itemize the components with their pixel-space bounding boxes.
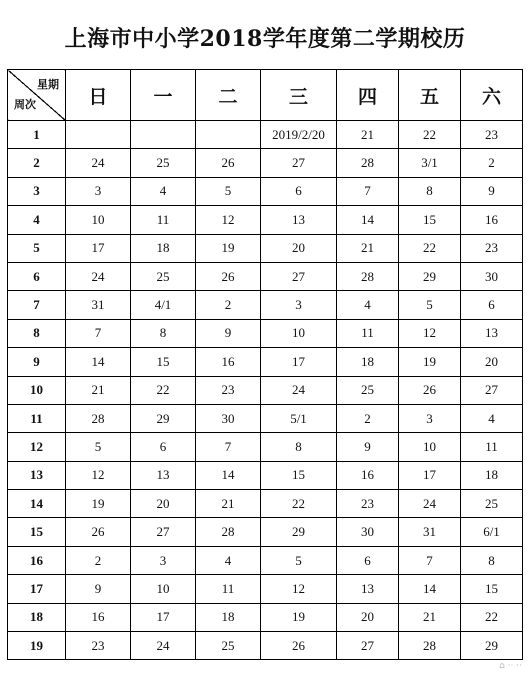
week-number-cell: 9 bbox=[8, 348, 66, 376]
calendar-table bbox=[7, 69, 523, 660]
date-cell: 25 bbox=[337, 376, 399, 404]
date-cell: 30 bbox=[461, 262, 523, 290]
date-cell: 18 bbox=[461, 461, 523, 489]
date-cell: 25 bbox=[196, 632, 261, 660]
date-cell: 9 bbox=[66, 575, 131, 603]
date-cell: 3 bbox=[131, 546, 196, 574]
date-cell bbox=[196, 121, 261, 149]
table-row bbox=[8, 376, 523, 404]
date-cell: 27 bbox=[461, 376, 523, 404]
table-row bbox=[8, 121, 523, 149]
date-cell: 25 bbox=[131, 262, 196, 290]
date-cell: 23 bbox=[461, 234, 523, 262]
table-row bbox=[8, 404, 523, 432]
date-cell: 15 bbox=[399, 206, 461, 234]
date-cell: 22 bbox=[461, 603, 523, 631]
date-cell: 18 bbox=[196, 603, 261, 631]
date-cell: 24 bbox=[66, 149, 131, 177]
week-number-cell: 13 bbox=[8, 461, 66, 489]
date-cell: 6 bbox=[261, 177, 337, 205]
day-header-sat: 六 bbox=[461, 70, 523, 121]
table-row bbox=[8, 575, 523, 603]
week-number-cell: 17 bbox=[8, 575, 66, 603]
date-cell: 6 bbox=[461, 291, 523, 319]
date-cell: 3 bbox=[261, 291, 337, 319]
week-number-cell: 16 bbox=[8, 546, 66, 574]
week-number-cell: 5 bbox=[8, 234, 66, 262]
day-header-tue: 二 bbox=[196, 70, 261, 121]
date-cell: 28 bbox=[399, 632, 461, 660]
date-cell: 21 bbox=[399, 603, 461, 631]
week-number-cell: 2 bbox=[8, 149, 66, 177]
date-cell: 8 bbox=[461, 546, 523, 574]
date-cell: 16 bbox=[196, 348, 261, 376]
week-number-cell: 1 bbox=[8, 121, 66, 149]
week-number-cell: 3 bbox=[8, 177, 66, 205]
table-row bbox=[8, 348, 523, 376]
table-row bbox=[8, 234, 523, 262]
date-cell: 30 bbox=[337, 518, 399, 546]
date-cell: 17 bbox=[66, 234, 131, 262]
date-cell: 7 bbox=[337, 177, 399, 205]
date-cell: 4/1 bbox=[131, 291, 196, 319]
date-cell: 18 bbox=[131, 234, 196, 262]
date-cell: 25 bbox=[461, 490, 523, 518]
date-cell: 23 bbox=[196, 376, 261, 404]
date-cell: 26 bbox=[196, 262, 261, 290]
table-row bbox=[8, 291, 523, 319]
date-cell: 16 bbox=[66, 603, 131, 631]
date-cell: 25 bbox=[131, 149, 196, 177]
date-cell: 27 bbox=[261, 149, 337, 177]
date-cell: 5 bbox=[66, 433, 131, 461]
date-cell: 9 bbox=[196, 319, 261, 347]
date-cell: 21 bbox=[337, 234, 399, 262]
date-cell: 13 bbox=[461, 319, 523, 347]
date-cell: 2 bbox=[196, 291, 261, 319]
date-cell: 7 bbox=[66, 319, 131, 347]
date-cell: 15 bbox=[461, 575, 523, 603]
date-cell bbox=[66, 121, 131, 149]
date-cell: 14 bbox=[66, 348, 131, 376]
day-header-fri: 五 bbox=[399, 70, 461, 121]
week-number-cell: 8 bbox=[8, 319, 66, 347]
date-cell: 27 bbox=[261, 262, 337, 290]
table-row bbox=[8, 546, 523, 574]
table-row bbox=[8, 149, 523, 177]
date-cell: 10 bbox=[66, 206, 131, 234]
date-cell: 20 bbox=[261, 234, 337, 262]
date-cell: 22 bbox=[131, 376, 196, 404]
date-cell: 31 bbox=[66, 291, 131, 319]
corner-header-cell bbox=[8, 70, 66, 121]
table-row bbox=[8, 518, 523, 546]
date-cell: 27 bbox=[337, 632, 399, 660]
date-cell: 10 bbox=[261, 319, 337, 347]
date-cell: 14 bbox=[399, 575, 461, 603]
date-cell: 28 bbox=[337, 149, 399, 177]
day-header-wed: 三 bbox=[261, 70, 337, 121]
date-cell: 24 bbox=[261, 376, 337, 404]
table-row bbox=[8, 206, 523, 234]
date-cell: 3/1 bbox=[399, 149, 461, 177]
week-number-cell: 19 bbox=[8, 632, 66, 660]
date-cell: 3 bbox=[399, 404, 461, 432]
date-cell: 7 bbox=[399, 546, 461, 574]
table-row bbox=[8, 262, 523, 290]
day-header-sun: 日 bbox=[66, 70, 131, 121]
table-row bbox=[8, 632, 523, 660]
date-cell: 26 bbox=[196, 149, 261, 177]
date-cell: 9 bbox=[461, 177, 523, 205]
date-cell: 26 bbox=[261, 632, 337, 660]
date-cell: 29 bbox=[399, 262, 461, 290]
table-row bbox=[8, 461, 523, 489]
date-cell: 24 bbox=[399, 490, 461, 518]
week-axis-label: 周次 bbox=[14, 98, 36, 111]
date-cell: 15 bbox=[131, 348, 196, 376]
week-number-cell: 7 bbox=[8, 291, 66, 319]
date-cell: 3 bbox=[66, 177, 131, 205]
date-cell: 17 bbox=[399, 461, 461, 489]
date-cell: 27 bbox=[131, 518, 196, 546]
date-cell: 21 bbox=[196, 490, 261, 518]
date-cell: 22 bbox=[399, 121, 461, 149]
date-cell: 28 bbox=[196, 518, 261, 546]
date-cell: 12 bbox=[196, 206, 261, 234]
date-cell: 5 bbox=[399, 291, 461, 319]
date-cell: 26 bbox=[66, 518, 131, 546]
date-cell: 20 bbox=[337, 603, 399, 631]
date-cell: 20 bbox=[461, 348, 523, 376]
date-cell: 2019/2/20 bbox=[261, 121, 337, 149]
table-row bbox=[8, 603, 523, 631]
date-cell: 15 bbox=[261, 461, 337, 489]
date-cell: 23 bbox=[337, 490, 399, 518]
watermark: ⌂ ·· ·· bbox=[499, 661, 522, 671]
date-cell: 4 bbox=[131, 177, 196, 205]
date-cell: 29 bbox=[461, 632, 523, 660]
date-cell: 2 bbox=[461, 149, 523, 177]
page-title: 上海市中小学2018学年度第二学期校历 bbox=[64, 26, 466, 52]
date-cell: 18 bbox=[337, 348, 399, 376]
date-cell: 28 bbox=[66, 404, 131, 432]
date-cell: 13 bbox=[261, 206, 337, 234]
date-cell: 23 bbox=[461, 121, 523, 149]
week-number-cell: 6 bbox=[8, 262, 66, 290]
week-number-cell: 10 bbox=[8, 376, 66, 404]
week-number-cell: 12 bbox=[8, 433, 66, 461]
date-cell bbox=[131, 121, 196, 149]
date-cell: 8 bbox=[261, 433, 337, 461]
table-row bbox=[8, 319, 523, 347]
date-cell: 12 bbox=[399, 319, 461, 347]
date-cell: 16 bbox=[461, 206, 523, 234]
day-header-mon: 一 bbox=[131, 70, 196, 121]
date-cell: 12 bbox=[261, 575, 337, 603]
date-cell: 23 bbox=[66, 632, 131, 660]
date-cell: 4 bbox=[196, 546, 261, 574]
table-row bbox=[8, 177, 523, 205]
date-cell: 6 bbox=[337, 546, 399, 574]
date-cell: 28 bbox=[337, 262, 399, 290]
date-cell: 6/1 bbox=[461, 518, 523, 546]
date-cell: 19 bbox=[66, 490, 131, 518]
header-row bbox=[8, 70, 523, 121]
date-cell: 22 bbox=[399, 234, 461, 262]
date-cell: 24 bbox=[66, 262, 131, 290]
date-cell: 13 bbox=[131, 461, 196, 489]
date-cell: 4 bbox=[461, 404, 523, 432]
date-cell: 6 bbox=[131, 433, 196, 461]
date-cell: 10 bbox=[399, 433, 461, 461]
week-number-cell: 18 bbox=[8, 603, 66, 631]
date-cell: 19 bbox=[196, 234, 261, 262]
date-cell: 2 bbox=[337, 404, 399, 432]
date-cell: 31 bbox=[399, 518, 461, 546]
date-cell: 8 bbox=[399, 177, 461, 205]
date-cell: 29 bbox=[131, 404, 196, 432]
date-cell: 11 bbox=[461, 433, 523, 461]
date-cell: 2 bbox=[66, 546, 131, 574]
date-cell: 19 bbox=[261, 603, 337, 631]
date-cell: 14 bbox=[196, 461, 261, 489]
week-number-cell: 11 bbox=[8, 404, 66, 432]
date-cell: 26 bbox=[399, 376, 461, 404]
date-cell: 24 bbox=[131, 632, 196, 660]
date-cell: 7 bbox=[196, 433, 261, 461]
date-cell: 4 bbox=[337, 291, 399, 319]
date-cell: 29 bbox=[261, 518, 337, 546]
date-cell: 13 bbox=[337, 575, 399, 603]
date-cell: 20 bbox=[131, 490, 196, 518]
date-cell: 5 bbox=[196, 177, 261, 205]
calendar-body bbox=[8, 121, 523, 660]
date-cell: 11 bbox=[196, 575, 261, 603]
date-cell: 11 bbox=[337, 319, 399, 347]
date-cell: 11 bbox=[131, 206, 196, 234]
date-cell: 5/1 bbox=[261, 404, 337, 432]
day-header-thu: 四 bbox=[337, 70, 399, 121]
date-cell: 19 bbox=[399, 348, 461, 376]
weekday-axis-label: 星期 bbox=[37, 78, 59, 91]
date-cell: 21 bbox=[337, 121, 399, 149]
date-cell: 9 bbox=[337, 433, 399, 461]
date-cell: 17 bbox=[131, 603, 196, 631]
week-number-cell: 15 bbox=[8, 518, 66, 546]
date-cell: 10 bbox=[131, 575, 196, 603]
table-row bbox=[8, 433, 523, 461]
week-number-cell: 14 bbox=[8, 490, 66, 518]
date-cell: 8 bbox=[131, 319, 196, 347]
date-cell: 17 bbox=[261, 348, 337, 376]
date-cell: 21 bbox=[66, 376, 131, 404]
week-number-cell: 4 bbox=[8, 206, 66, 234]
date-cell: 16 bbox=[337, 461, 399, 489]
date-cell: 30 bbox=[196, 404, 261, 432]
table-row bbox=[8, 490, 523, 518]
date-cell: 5 bbox=[261, 546, 337, 574]
date-cell: 12 bbox=[66, 461, 131, 489]
date-cell: 22 bbox=[261, 490, 337, 518]
date-cell: 14 bbox=[337, 206, 399, 234]
